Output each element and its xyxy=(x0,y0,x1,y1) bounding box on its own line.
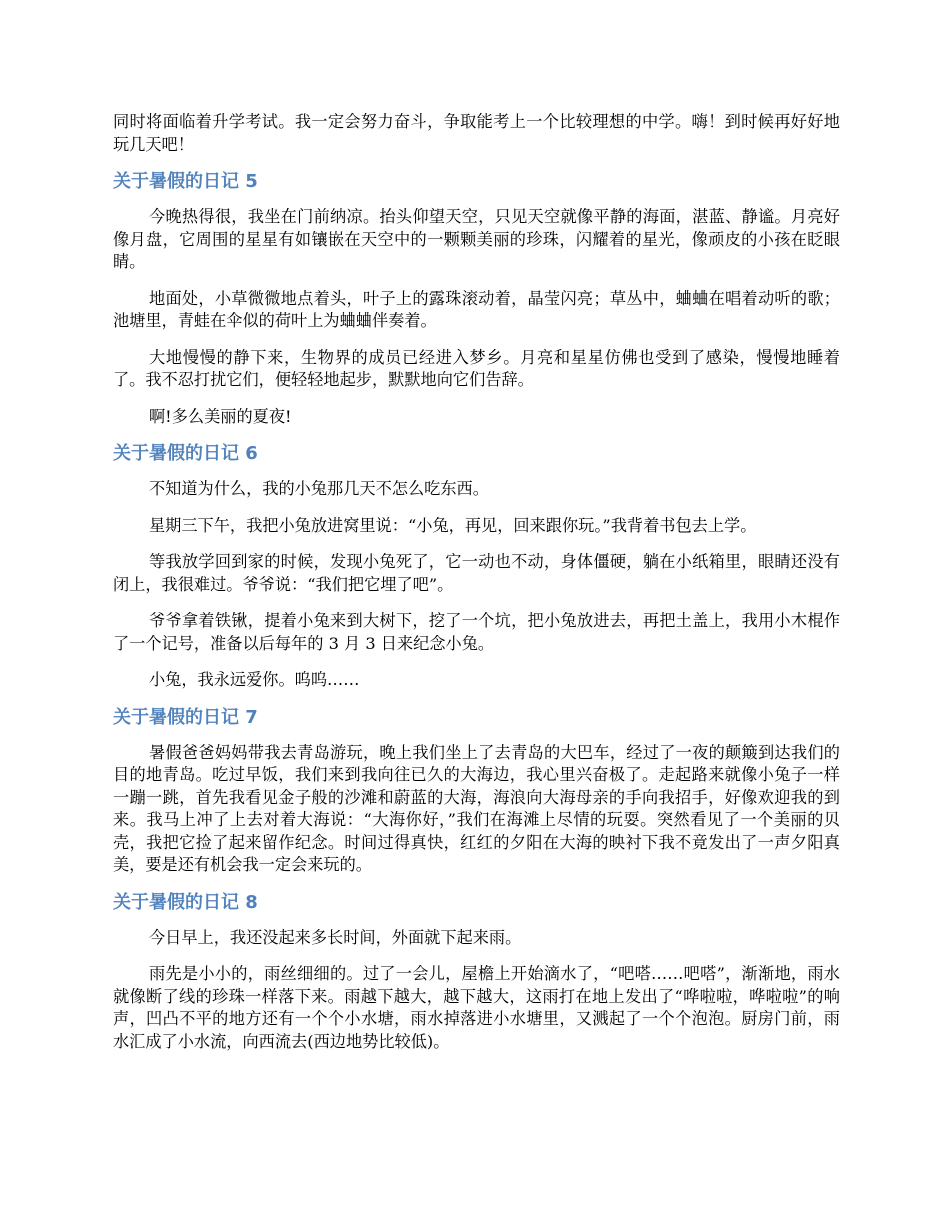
entry-5-paragraph: 地面处，小草微微地点着头，叶子上的露珠滚动着，晶莹闪亮；草丛中，蛐蛐在唱着动听的歌；池塘里，青蛙在伞似的荷叶上为蛐蛐伴奏着。 xyxy=(113,288,840,330)
entry-5-paragraph: 今晚热得很，我坐在门前纳凉。抬头仰望天空，只见天空就像平静的海面，湛蓝、静谧。月亮好像月盘，它周围的星星有如镶嵌在天空中的一颗颗美丽的珍珠，闪耀着的星光，像顽皮的小孩在眨眼睛。 xyxy=(113,207,840,271)
entry-6-paragraph: 不知道为什么，我的小兔那几天不怎么吃东西。 xyxy=(149,479,489,498)
entry-5-paragraph: 大地慢慢的静下来，生物界的成员已经进入梦乡。月亮和星星仿佛也受到了感染，慢慢地睡着了。我不忍打扰它们，便轻轻地起步，默默地向它们告辞。 xyxy=(113,347,840,389)
entry-6-paragraph: 爷爷拿着铁锹，提着小兔来到大树下，挖了一个坑，把小兔放进去，再把土盖上，我用小木棍作了一个记号，准备以后每年的 3 月 3 日来纪念小兔。 xyxy=(113,611,840,653)
entry-7-paragraph: 暑假爸爸妈妈带我去青岛游玩，晚上我们坐上了去青岛的大巴车，经过了一夜的颠簸到达我们的目的地青岛。吃过早饭，我们来到我向往已久的大海边，我心里兴奋极了。走起路来就像小兔子一样一蹦一跳，首先我看见金子般的沙滩和蔚蓝的大海，海浪向大海母亲的手向我招手，好像欢迎我的到来。我马上冲了上去对着大海说：“大海你好，”我们在海滩上尽情的玩耍。突然看见了一个美丽的贝壳，我把它捡了起来留作纪念。时间过得真快，红红的夕阳在大海的映衬下我不竟发出了一声夕阳真美，要是还有机会我一定会来玩的。 xyxy=(113,742,840,874)
entry-6-paragraph: 等我放学回到家的时候，发现小兔死了，它一动也不动，身体僵硬，躺在小纸箱里，眼睛还没有闭上，我很难过。爷爷说：“我们把它埋了吧”。 xyxy=(113,552,840,594)
intro-paragraph: 同时将面临着升学考试。我一定会努力奋斗，争取能考上一个比较理想的中学。嗨！到时候再好好地玩几天吧！ xyxy=(113,112,840,154)
entry-title-7: 关于暑假的日记 7 xyxy=(113,706,258,728)
entry-8-paragraph: 今日早上，我还没起来多长时间，外面就下起来雨。 xyxy=(149,927,522,947)
entry-title-6: 关于暑假的日记 6 xyxy=(113,443,258,464)
entry-5-paragraph: 啊!多么美丽的夏夜! xyxy=(149,406,292,426)
entry-8-paragraph: 雨先是小小的，雨丝细细的。过了一会儿，屋檐上开始滴水了，“吧嗒……吧嗒”，渐渐地，雨水就像断了线的珍珠一样落下来。雨越下越大，越下越大，这雨打在地上发出了“哗啦啦，哗啦啦”的响声，凹凸不平的地方还有一个个小水塘，雨水掉落进小水塘里，又溅起了一个个泡泡。厨房门前，雨水汇成了小水流，向西流去(西边地势比较低)。 xyxy=(113,964,840,1051)
entry-6-paragraph: 星期三下午，我把小兔放进窝里说：“小兔，再见，回来跟你玩。”我背着书包去上学。 xyxy=(149,515,757,535)
entry-6-paragraph: 小兔，我永远爱你。呜呜…… xyxy=(149,670,360,689)
entry-title-5: 关于暑假的日记 5 xyxy=(113,171,258,192)
document-page xyxy=(113,111,840,1067)
entry-title-8: 关于暑假的日记 8 xyxy=(113,891,258,913)
